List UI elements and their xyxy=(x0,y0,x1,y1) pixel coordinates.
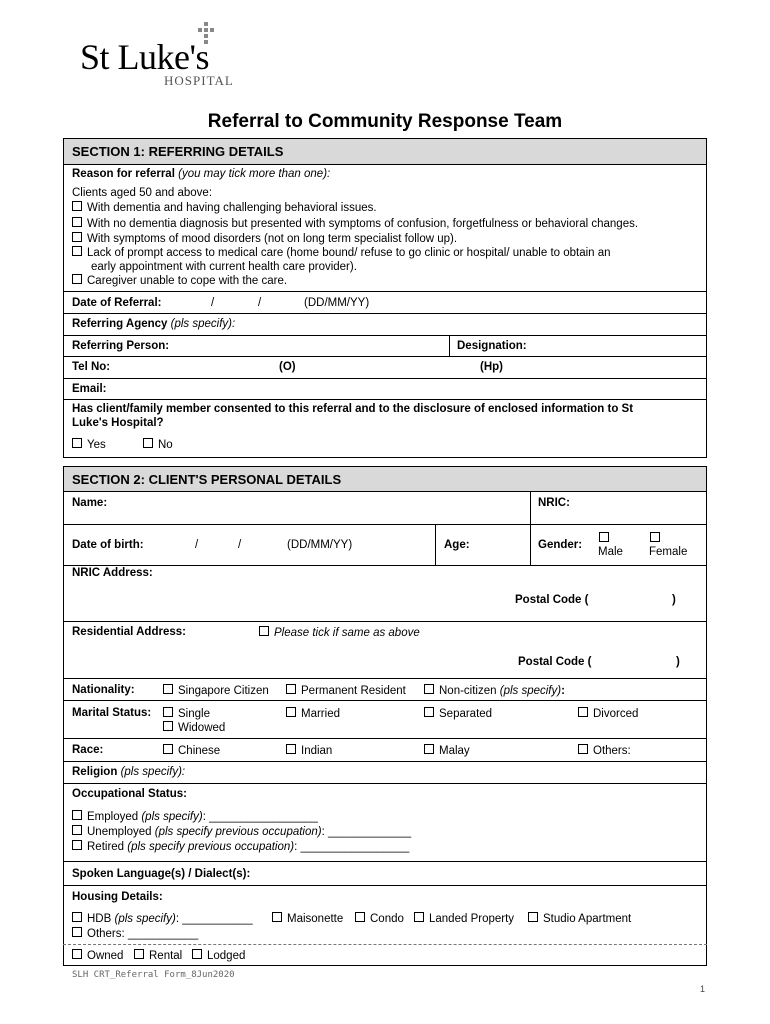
option-text: Lodged xyxy=(207,950,246,962)
option-hint: (pls specify) xyxy=(114,913,176,925)
race-chinese[interactable] xyxy=(163,744,220,757)
fill-line: : _________________ xyxy=(294,841,410,853)
housing-hdb[interactable] xyxy=(72,912,253,925)
name-label: Name: xyxy=(72,497,108,509)
option-hint: (pls specify previous occupation) xyxy=(127,841,295,853)
option-text: Malay xyxy=(439,745,470,757)
reason-hint: (you may tick more than one): xyxy=(178,168,331,180)
date-of-referral-label: Date of Referral: xyxy=(72,297,162,309)
fill-line: : _________________ xyxy=(202,811,318,823)
age-label: Age: xyxy=(444,539,470,551)
option-text: With no dementia diagnosis but presented with symptoms of confusion, forgetfulness or behavioral changes. xyxy=(87,218,639,230)
referring-agency-hint: (pls specify): xyxy=(170,318,236,330)
designation-label: Designation: xyxy=(457,340,527,352)
religion-line xyxy=(72,766,185,778)
option-text: Landed Property xyxy=(429,913,515,925)
occupational-status-label: Occupational Status: xyxy=(72,788,188,800)
option-text: Yes xyxy=(87,439,106,451)
option-text: Owned xyxy=(87,950,124,962)
option-text: Permanent Resident xyxy=(301,685,406,697)
page-title: Referral to Community Response Team xyxy=(207,111,563,132)
option-text: Single xyxy=(178,708,210,720)
checkbox[interactable] xyxy=(163,707,173,717)
housing-landed-property[interactable] xyxy=(414,912,514,925)
option-text: With symptoms of mood disorders (not on long term specialist follow up). xyxy=(87,233,458,245)
fill-line: : _____________ xyxy=(321,826,412,838)
date-format: (DD/MM/YY) xyxy=(304,297,370,309)
occupation-unemployed[interactable] xyxy=(72,825,411,838)
divider xyxy=(63,335,707,336)
divider xyxy=(63,565,707,566)
checkbox[interactable] xyxy=(72,438,82,448)
divider xyxy=(63,313,707,314)
checkbox[interactable] xyxy=(286,707,296,717)
nationality-non-citizen[interactable] xyxy=(424,684,565,697)
option-text: Unemployed xyxy=(87,826,152,838)
reason-line xyxy=(72,168,330,180)
option-text: Indian xyxy=(301,745,333,757)
reason-option-4[interactable] xyxy=(72,246,611,259)
nric-postal-code-label: Postal Code ( xyxy=(515,594,589,606)
option-text: Studio Apartment xyxy=(543,913,632,925)
checkbox[interactable] xyxy=(424,744,434,754)
colon: : xyxy=(561,685,565,697)
reason-option-4-cont: early appointment with current health care provider). xyxy=(91,261,357,273)
checkbox[interactable] xyxy=(163,744,173,754)
marital-married[interactable] xyxy=(286,707,340,720)
checkbox[interactable] xyxy=(424,707,434,717)
checkbox[interactable] xyxy=(72,274,82,284)
option-text: Widowed xyxy=(178,722,226,734)
nationality-permanent-resident[interactable] xyxy=(286,684,406,697)
option-text: No xyxy=(158,439,173,451)
option-text: Condo xyxy=(370,913,404,925)
divider xyxy=(63,738,707,739)
tel-no-label: Tel No: xyxy=(72,361,111,373)
option-text: HDB xyxy=(87,913,112,925)
checkbox[interactable] xyxy=(163,721,173,731)
gender-female-checkbox[interactable] xyxy=(650,532,660,542)
checkbox[interactable] xyxy=(578,707,588,717)
logo-text: St Luke's xyxy=(80,37,209,77)
option-hint: (pls specify) xyxy=(499,685,562,697)
checkbox[interactable] xyxy=(72,949,82,959)
divider xyxy=(63,885,707,886)
divider xyxy=(63,378,707,379)
option-text: Divorced xyxy=(593,708,639,720)
occupation-retired[interactable] xyxy=(72,840,409,853)
hospital-logo xyxy=(80,22,250,92)
divider xyxy=(63,291,707,292)
marital-divorced[interactable] xyxy=(578,707,638,720)
tel-handphone-label: (Hp) xyxy=(480,361,503,373)
gender-male-checkbox[interactable] xyxy=(599,532,609,542)
dashed-divider xyxy=(63,944,707,945)
option-text: Chinese xyxy=(178,745,221,757)
option-text: Caregiver unable to cope with the care. xyxy=(87,275,288,287)
referring-agency-line xyxy=(72,318,235,330)
tenure-rental[interactable] xyxy=(134,949,182,962)
option-hint: (pls specify previous occupation) xyxy=(154,826,322,838)
checkbox[interactable] xyxy=(528,912,538,922)
dob-slash-1: / xyxy=(195,539,199,551)
column-divider xyxy=(449,335,450,356)
marital-separated[interactable] xyxy=(424,707,492,720)
option-text: Maisonette xyxy=(287,913,344,925)
religion-hint: (pls specify): xyxy=(120,766,186,778)
res-postal-code-close: ) xyxy=(676,656,680,668)
spoken-language-label: Spoken Language(s) / Dialect(s): xyxy=(72,868,251,880)
nationality-singapore-citizen[interactable] xyxy=(163,684,269,697)
checkbox[interactable] xyxy=(355,912,365,922)
reason-option-3[interactable] xyxy=(72,232,457,245)
checkbox[interactable] xyxy=(272,912,282,922)
marital-status-label: Marital Status: xyxy=(72,707,152,719)
divider xyxy=(63,761,707,762)
checkbox[interactable] xyxy=(259,626,269,636)
consent-yes[interactable] xyxy=(72,438,106,451)
tenure-lodged[interactable] xyxy=(192,949,245,962)
housing-maisonette[interactable] xyxy=(272,912,343,925)
checkbox[interactable] xyxy=(578,744,588,754)
housing-studio-apartment[interactable] xyxy=(528,912,631,925)
consent-no[interactable] xyxy=(143,438,173,451)
checkbox[interactable] xyxy=(286,744,296,754)
race-malay[interactable] xyxy=(424,744,470,757)
checkbox[interactable] xyxy=(72,810,82,820)
checkbox[interactable] xyxy=(143,438,153,448)
checkbox[interactable] xyxy=(72,201,82,211)
housing-condo[interactable] xyxy=(355,912,404,925)
reason-option-1[interactable] xyxy=(72,201,377,214)
gender-male-label: Male xyxy=(598,546,623,558)
divider xyxy=(63,783,707,784)
dob-slash-2: / xyxy=(238,539,242,551)
divider xyxy=(63,621,707,622)
housing-others[interactable] xyxy=(72,927,198,940)
checkbox[interactable] xyxy=(286,684,296,694)
option-text: Employed xyxy=(87,811,139,823)
checkbox[interactable] xyxy=(414,912,424,922)
checkbox[interactable] xyxy=(134,949,144,959)
divider xyxy=(63,678,707,679)
divider xyxy=(63,524,707,525)
option-text: Retired xyxy=(87,841,125,853)
tel-office-label: (O) xyxy=(279,361,296,373)
option-hint: (pls specify) xyxy=(141,811,203,823)
divider xyxy=(63,861,707,862)
option-text: Others: ___________ xyxy=(87,928,199,940)
form-code: SLH CRT_Referral Form_8Jun2020 xyxy=(72,970,235,980)
checkbox[interactable] xyxy=(72,825,82,835)
checkbox[interactable] xyxy=(72,246,82,256)
option-text: With dementia and having challenging behavioral issues. xyxy=(87,202,377,214)
checkbox[interactable] xyxy=(72,232,82,242)
checkbox[interactable] xyxy=(72,912,82,922)
reason-option-2[interactable] xyxy=(72,217,638,230)
race-others[interactable] xyxy=(578,744,631,757)
nric-label: NRIC: xyxy=(538,497,570,509)
res-postal-code-label: Postal Code ( xyxy=(518,656,592,668)
nationality-label: Nationality: xyxy=(72,684,135,696)
dob-label: Date of birth: xyxy=(72,539,144,551)
same-as-above-option[interactable] xyxy=(259,626,420,639)
reason-label: Reason for referral xyxy=(72,168,175,180)
reason-option-5[interactable] xyxy=(72,274,287,287)
residential-address-label: Residential Address: xyxy=(72,626,186,638)
section1-heading: SECTION 1: REFERRING DETAILS xyxy=(64,139,706,165)
divider xyxy=(63,399,707,400)
divider xyxy=(63,356,707,357)
option-text: Lack of prompt access to medical care (home bound/ refuse to go clinic or hospital/ unable to obtain an xyxy=(87,247,611,259)
dob-format: (DD/MM/YY) xyxy=(287,539,353,551)
tenure-owned[interactable] xyxy=(72,949,123,962)
checkbox[interactable] xyxy=(192,949,202,959)
checkbox[interactable] xyxy=(72,217,82,227)
clients-label: Clients aged 50 and above: xyxy=(72,187,213,199)
nric-postal-code-close: ) xyxy=(672,594,676,606)
religion-label: Religion xyxy=(72,766,118,778)
section2-heading: SECTION 2: CLIENT'S PERSONAL DETAILS xyxy=(64,467,706,492)
date-slash-2: / xyxy=(258,297,262,309)
column-divider xyxy=(530,491,531,565)
checkbox[interactable] xyxy=(163,684,173,694)
checkbox[interactable] xyxy=(72,927,82,937)
option-text: Non-citizen xyxy=(439,685,497,697)
checkbox[interactable] xyxy=(424,684,434,694)
gender-female-label: Female xyxy=(649,546,688,558)
page-number: 1 xyxy=(700,984,706,994)
checkbox[interactable] xyxy=(72,840,82,850)
logo-subtext: HOSPITAL xyxy=(164,73,234,88)
fill-line: : ___________ xyxy=(175,913,253,925)
divider xyxy=(63,700,707,701)
race-indian[interactable] xyxy=(286,744,332,757)
referring-person-label: Referring Person: xyxy=(72,340,170,352)
email-label: Email: xyxy=(72,383,107,395)
occupation-employed[interactable] xyxy=(72,810,318,823)
option-text: Please tick if same as above xyxy=(274,627,420,639)
nric-address-label: NRIC Address: xyxy=(72,567,153,579)
option-text: Separated xyxy=(439,708,493,720)
housing-details-label: Housing Details: xyxy=(72,891,163,903)
option-text: Married xyxy=(301,708,340,720)
marital-widowed[interactable] xyxy=(163,721,225,734)
marital-single[interactable] xyxy=(163,707,210,720)
consent-question-2: Luke's Hospital? xyxy=(72,417,164,429)
consent-question-1: Has client/family member consented to this referral and to the disclosure of enclosed information to St xyxy=(72,403,634,415)
option-text: Singapore Citizen xyxy=(178,685,269,697)
column-divider xyxy=(435,524,436,565)
option-text: Rental xyxy=(149,950,183,962)
date-slash-1: / xyxy=(211,297,215,309)
race-label: Race: xyxy=(72,744,104,756)
referring-agency-label: Referring Agency xyxy=(72,318,168,330)
gender-label: Gender: xyxy=(538,539,583,551)
option-text: Others: xyxy=(593,745,631,757)
